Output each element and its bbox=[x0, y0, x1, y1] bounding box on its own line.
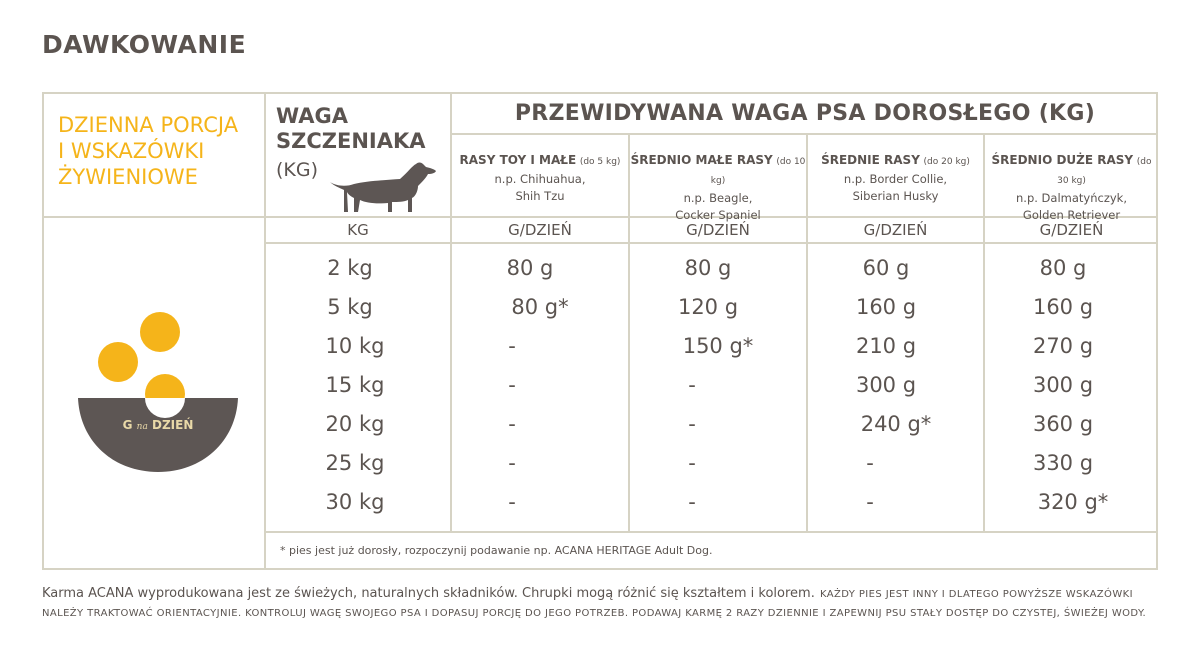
footer-main: Karma ACANA wyprodukowana jest ze świeżych, naturalnych składników. Chrupki mogą różnić się kształtem i kolorem. bbox=[42, 586, 815, 601]
portion-cell: 240 g* bbox=[860, 412, 932, 436]
portion-cell: 160 g bbox=[855, 295, 917, 319]
puppy-weight-cell: 20 kg bbox=[325, 412, 385, 436]
unit-g-per-day: G/DZIEŃ bbox=[1039, 221, 1104, 239]
breed-range: (do 10 kg) bbox=[710, 157, 806, 186]
guide-line-3: ŻYWIENIOWE bbox=[58, 165, 198, 189]
unit-g-per-day: G/DZIEŃ bbox=[508, 221, 572, 239]
breed-range: (do 30 kg) bbox=[1057, 157, 1152, 186]
portion-cell: 210 g bbox=[855, 334, 917, 358]
footnote: * pies jest już dorosły, rozpoczynij podawanie np. ACANA HERITAGE Adult Dog. bbox=[280, 544, 713, 557]
bowl-label bbox=[78, 418, 238, 432]
portion-cell: 330 g bbox=[1032, 451, 1094, 475]
portion-cell: 80 g bbox=[506, 256, 554, 280]
portion-cell: - bbox=[866, 490, 874, 514]
breed-range: (do 20 kg) bbox=[923, 157, 970, 167]
breed-range: (do 5 kg) bbox=[579, 157, 621, 167]
portion-cell: 320 g* bbox=[1037, 490, 1109, 514]
breed-name: ŚREDNIE RASY bbox=[821, 153, 920, 167]
divider-note bbox=[264, 531, 1158, 533]
breed-example-1: n.p. Beagle, bbox=[683, 191, 753, 205]
puppy-weight-heading bbox=[276, 104, 446, 154]
puppy-weight-cell: 30 kg bbox=[325, 490, 385, 514]
portion-cell: 360 g bbox=[1032, 412, 1094, 436]
footer-text bbox=[42, 582, 1160, 620]
breed-header-medium-small bbox=[630, 152, 806, 224]
footer-rest: KAŻDY PIES JEST INNY I DLATEGO POWYŻSZE WSKAZÓWKI NALEŻY TRAKTOWAĆ ORIENTACYJNIE. KONTROLUJ WAGĘ SWOJEGO PSA I DOPASUJ PORCJĘ DO JEGO POTRZEB. PODAWAJ KARMĘ 2 RAZY DZIENNIE I ZAPEWNIJ PSU STAŁY DOSTĘP DO CZYSTEJ, ŚWIEŻEJ WODY. bbox=[42, 589, 1147, 619]
portion-cell: 300 g bbox=[1032, 373, 1094, 397]
bowl-label-dzien: DZIEŃ bbox=[152, 418, 194, 432]
portion-cell: 80 g* bbox=[511, 295, 569, 319]
portion-cell: 150 g* bbox=[682, 334, 754, 358]
feeding-guide-heading bbox=[58, 112, 258, 190]
portion-cell: - bbox=[866, 451, 874, 475]
breed-header-medium bbox=[808, 152, 983, 205]
breed-example-2: Cocker Spaniel bbox=[675, 208, 761, 222]
guide-line-2: I WSKAZÓWKI bbox=[58, 139, 205, 163]
portion-cell: 80 g bbox=[684, 256, 732, 280]
food-bowl-illustration bbox=[78, 300, 238, 484]
kibble-icon bbox=[98, 342, 138, 382]
breed-example-1: n.p. Border Collie, bbox=[843, 172, 948, 186]
breed-example-1: n.p. Chihuahua, bbox=[494, 172, 586, 186]
portion-cell: 120 g bbox=[677, 295, 739, 319]
divider-units bbox=[264, 242, 1158, 244]
portion-cell: - bbox=[688, 490, 696, 514]
portion-cell: - bbox=[508, 412, 516, 436]
puppy-weight-cell: 25 kg bbox=[325, 451, 385, 475]
breed-example-2: Golden Retriever bbox=[1022, 208, 1121, 222]
portion-cell: - bbox=[508, 373, 516, 397]
portion-cell: - bbox=[688, 373, 696, 397]
adult-weight-heading: PRZEWIDYWANA WAGA PSA DOROSŁEGO (KG) bbox=[514, 101, 1096, 126]
portion-cell: - bbox=[508, 490, 516, 514]
puppy-weight-cell: 5 kg bbox=[327, 295, 373, 319]
bowl-icon bbox=[78, 300, 238, 480]
breed-name: RASY TOY I MAŁE bbox=[459, 153, 577, 167]
portion-cell: 300 g bbox=[855, 373, 917, 397]
divider-adult-header bbox=[450, 133, 1158, 135]
puppy-weight-cell: 2 kg bbox=[327, 256, 373, 280]
puppy-weight-cell: 15 kg bbox=[325, 373, 385, 397]
portion-cell: - bbox=[688, 451, 696, 475]
bowl-label-g: G bbox=[122, 418, 133, 432]
portion-cell: 270 g bbox=[1032, 334, 1094, 358]
breed-name: ŚREDNIO MAŁE RASY bbox=[630, 153, 773, 167]
breed-example-1: n.p. Dalmatyńczyk, bbox=[1016, 191, 1127, 205]
portion-cell: 160 g bbox=[1032, 295, 1094, 319]
page-title: DAWKOWANIE bbox=[42, 30, 247, 59]
breed-example-2: Shih Tzu bbox=[515, 189, 565, 203]
puppy-weight-cell: 10 kg bbox=[325, 334, 385, 358]
unit-kg: KG bbox=[347, 221, 369, 239]
puppy-heading-line-1: WAGA bbox=[276, 104, 348, 128]
unit-g-per-day: G/DZIEŃ bbox=[686, 221, 750, 239]
kibble-icon bbox=[140, 312, 180, 352]
divider-left-column bbox=[264, 92, 266, 570]
breed-example-2: Siberian Husky bbox=[852, 189, 939, 203]
dachshund-icon bbox=[326, 160, 438, 216]
portion-cell: - bbox=[508, 334, 516, 358]
portion-cell: - bbox=[508, 451, 516, 475]
portion-cell: 80 g bbox=[1039, 256, 1087, 280]
breed-header-toy bbox=[452, 152, 628, 205]
bowl-label-na: na bbox=[136, 422, 148, 432]
portion-cell: - bbox=[688, 412, 696, 436]
puppy-heading-line-2: SZCZENIAKA bbox=[276, 129, 426, 153]
breed-header-medium-large bbox=[985, 152, 1158, 224]
guide-line-1: DZIENNA PORCJA bbox=[58, 113, 239, 137]
breed-name: ŚREDNIO DUŻE RASY bbox=[991, 153, 1134, 167]
puppy-unit-label: (KG) bbox=[276, 159, 319, 181]
portion-cell: 60 g bbox=[862, 256, 910, 280]
unit-g-per-day: G/DZIEŃ bbox=[863, 221, 928, 239]
